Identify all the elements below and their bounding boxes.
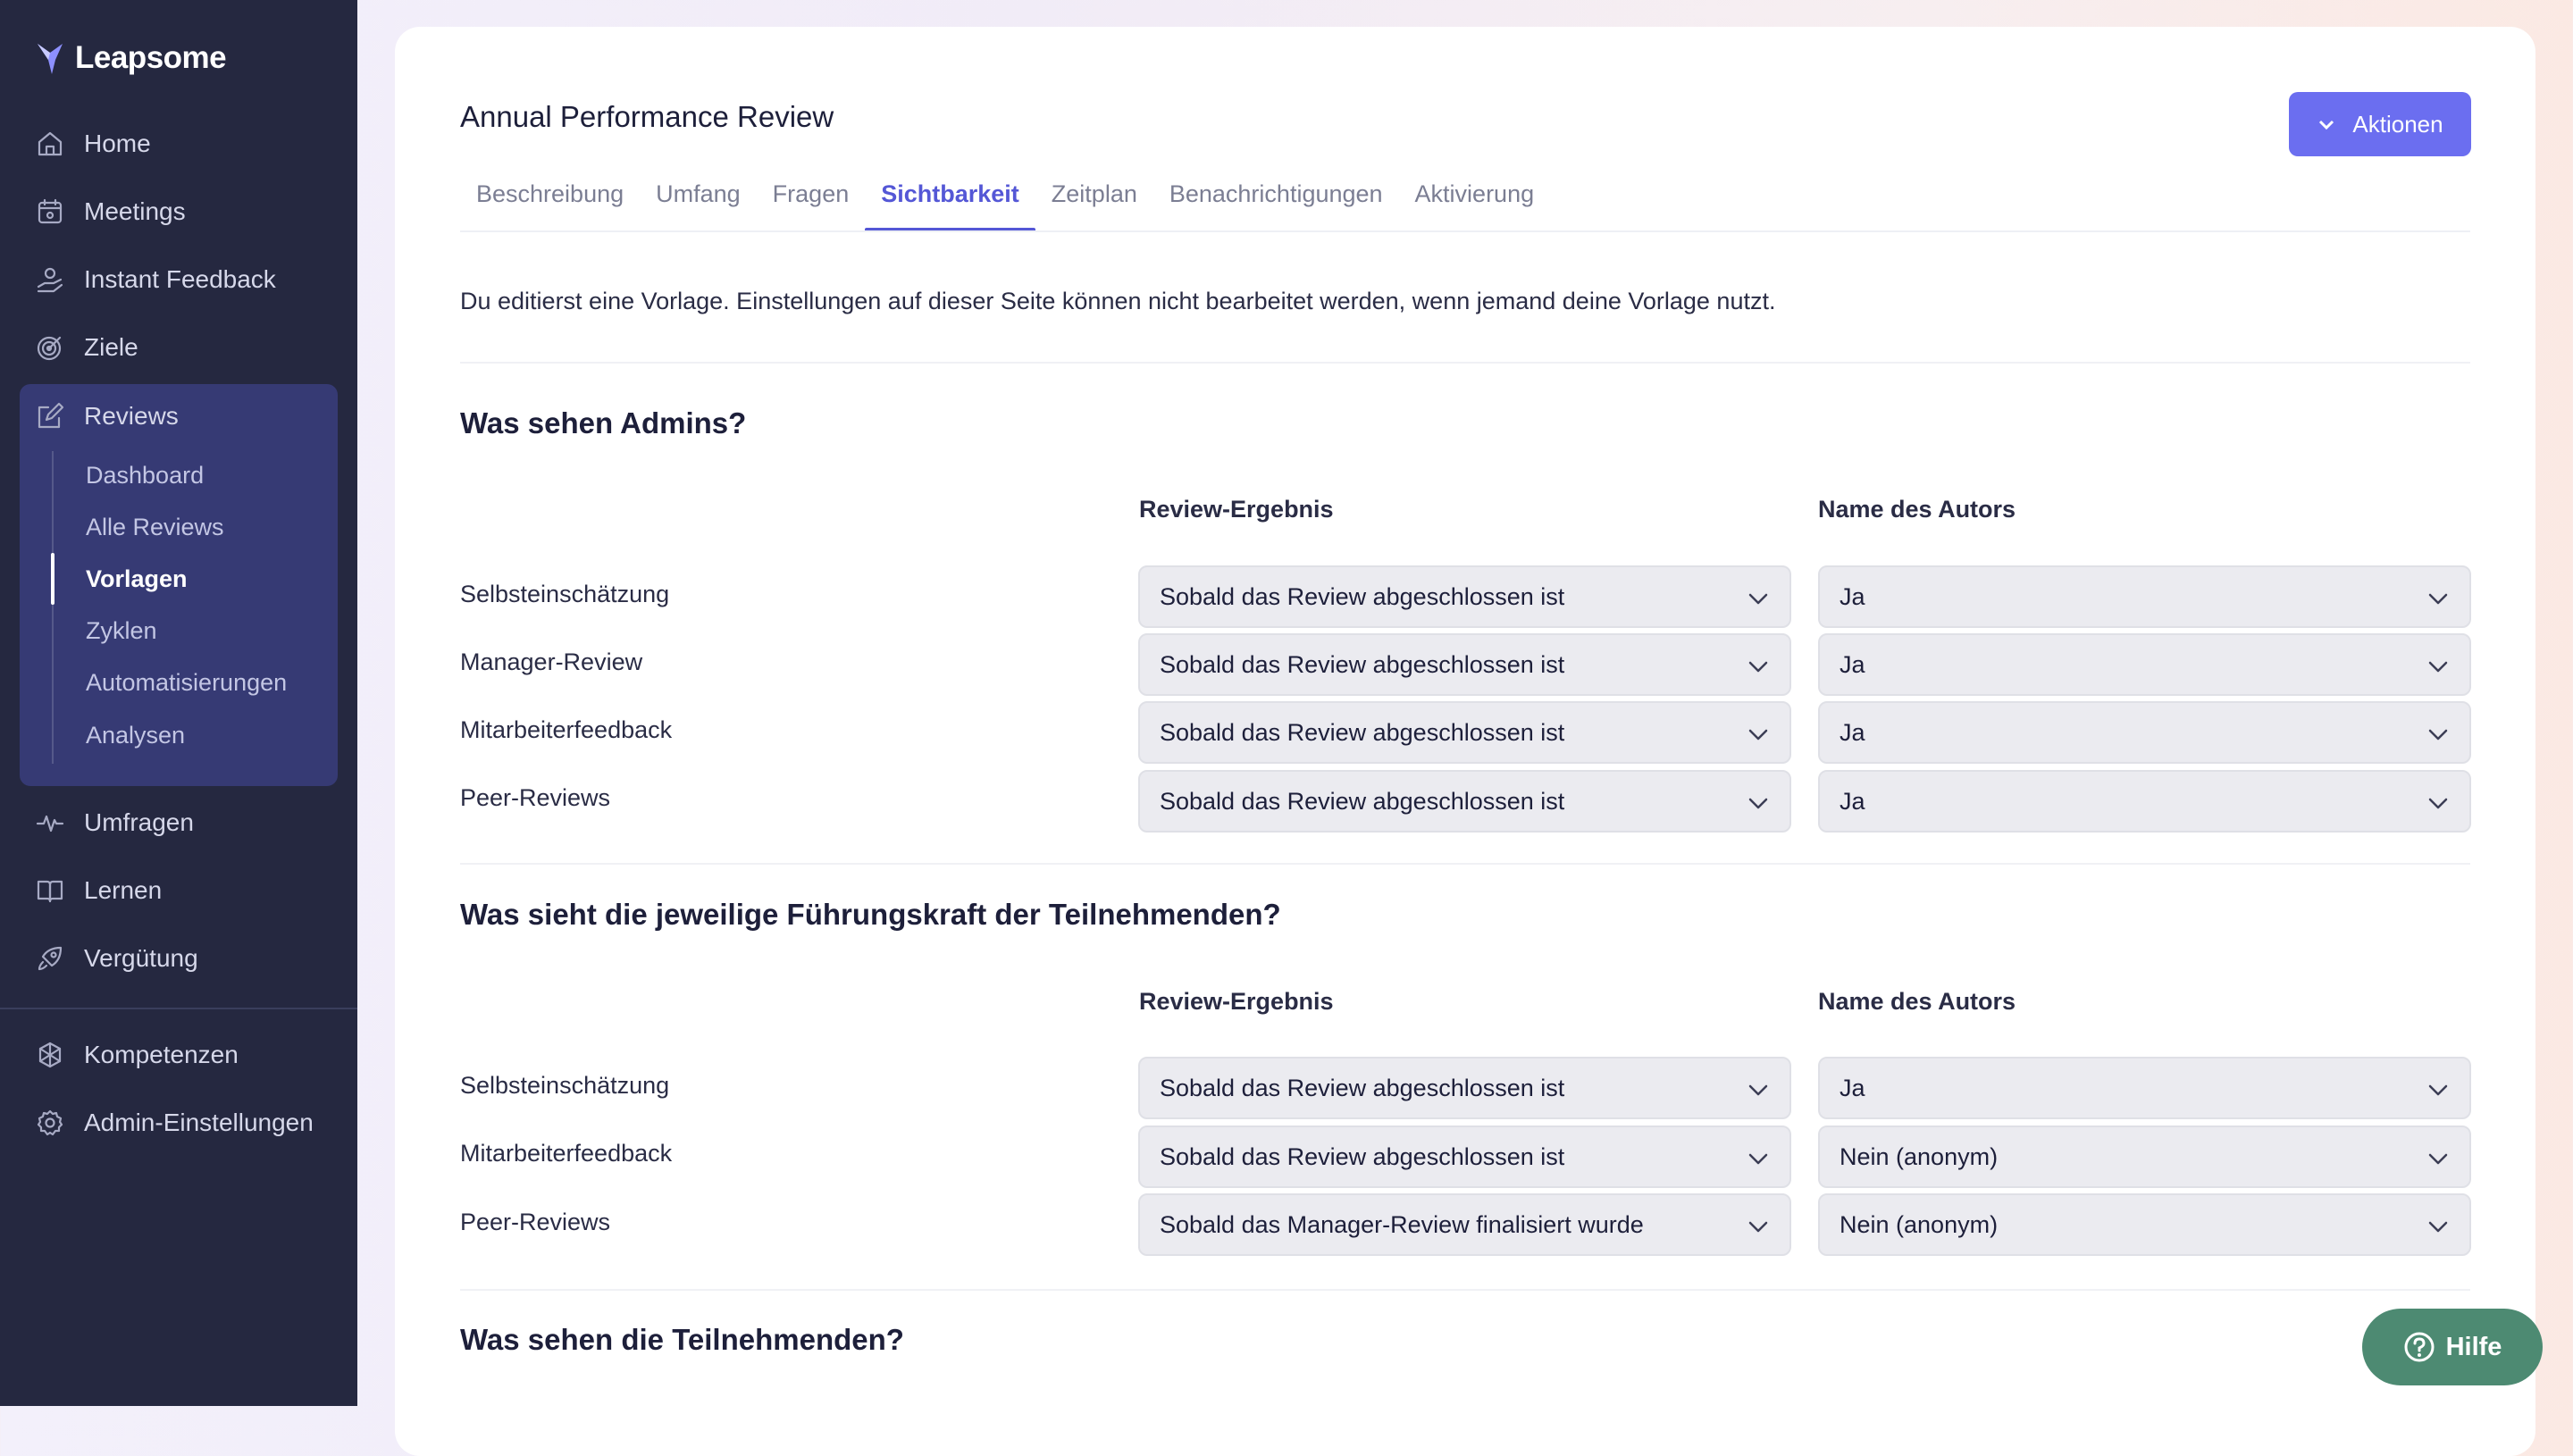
sidebar-item-umfragen[interactable] [36, 796, 194, 849]
author-select[interactable] [1818, 701, 2471, 764]
tab-beschreibung[interactable]: Beschreibung [476, 180, 624, 207]
sidebar-item-label: Vergütung [84, 944, 198, 972]
result-select[interactable] [1138, 701, 1791, 764]
rocket-icon [36, 944, 64, 973]
tab-zeitplan[interactable]: Zeitplan [1051, 180, 1137, 207]
sidebar-subitem-zyklen[interactable] [86, 608, 157, 653]
help-label: Hilfe [2445, 1332, 2502, 1361]
tab-umfang[interactable]: Umfang [656, 180, 741, 207]
edit-icon [36, 402, 64, 431]
gear-icon [36, 1109, 64, 1137]
chevron-down-icon [2426, 655, 2450, 678]
section-title-admins: Was sehen Admins? [460, 406, 747, 439]
sidebar-item-label: Umfragen [84, 808, 194, 836]
result-select[interactable] [1138, 565, 1791, 628]
chevron-down-icon [1747, 655, 1770, 678]
select-value: Sobald das Review abgeschlossen ist [1160, 582, 1565, 610]
row-label: Mitarbeiterfeedback [460, 1140, 673, 1167]
select-value: Nein (anonym) [1840, 1210, 1999, 1238]
actions-button[interactable] [2289, 92, 2471, 156]
sidebar-subitem-automatisierungen[interactable] [86, 660, 287, 705]
tab-bar [460, 170, 1550, 232]
chevron-down-icon [1747, 1215, 1770, 1238]
submenu-active-indicator [51, 553, 54, 605]
chevron-down-icon [1747, 791, 1770, 815]
select-value: Ja [1840, 718, 1865, 746]
brand-name: Leapsome [75, 40, 227, 75]
tab-fragen[interactable]: Fragen [772, 180, 850, 207]
target-icon [36, 333, 64, 362]
chevron-down-icon [1747, 1147, 1770, 1170]
chevron-down-icon [2426, 791, 2450, 815]
result-select[interactable] [1138, 1125, 1791, 1188]
sidebar-item-label: Home [84, 130, 151, 157]
select-value: Sobald das Review abgeschlossen ist [1160, 787, 1565, 815]
column-header-author: Name des Autors [1818, 988, 2016, 1015]
chevron-down-icon [2426, 587, 2450, 610]
select-value: Ja [1840, 650, 1865, 678]
author-select[interactable] [1818, 565, 2471, 628]
leapsome-logo-icon [36, 40, 66, 76]
tab-benachrichtigungen[interactable]: Benachrichtigungen [1169, 180, 1383, 207]
chevron-down-icon [2426, 1078, 2450, 1101]
page-title: Annual Performance Review [460, 100, 834, 133]
select-value: Sobald das Manager-Review finalisiert wurde [1160, 1210, 1644, 1238]
sidebar-subitem-analysen[interactable] [86, 713, 185, 757]
chevron-down-icon [2426, 1215, 2450, 1238]
sidebar-subitem-label: Alle Reviews [86, 513, 224, 540]
pulse-icon [36, 808, 64, 837]
author-select[interactable] [1818, 1193, 2471, 1256]
select-value: Sobald das Review abgeschlossen ist [1160, 1142, 1565, 1170]
sidebar-item-instant-feedback[interactable] [36, 253, 276, 306]
section-divider [460, 863, 2470, 865]
result-select[interactable] [1138, 1057, 1791, 1119]
select-value: Ja [1840, 787, 1865, 815]
competency-icon [36, 1041, 64, 1069]
book-icon [36, 876, 64, 905]
sidebar-subitem-label: Zyklen [86, 616, 157, 644]
sidebar-item-label: Instant Feedback [84, 265, 276, 293]
select-value: Sobald das Review abgeschlossen ist [1160, 718, 1565, 746]
sidebar-subitem-label: Vorlagen [86, 565, 188, 592]
tab-aktivierung[interactable]: Aktivierung [1414, 180, 1535, 207]
sidebar-item-lernen[interactable] [36, 864, 162, 917]
sidebar-subitem-alle-reviews[interactable] [86, 505, 224, 549]
sidebar [0, 0, 357, 1406]
chevron-down-icon [2317, 114, 2336, 134]
submenu-line [52, 451, 54, 764]
row-label: Mitarbeiterfeedback [460, 716, 673, 743]
tabs-divider [460, 230, 2470, 232]
author-select[interactable] [1818, 1057, 2471, 1119]
sidebar-item-admin-einstellungen[interactable] [36, 1096, 314, 1150]
column-header-result: Review-Ergebnis [1139, 988, 1334, 1015]
help-icon [2403, 1331, 2435, 1363]
section-title-participants: Was sehen die Teilnehmenden? [460, 1323, 904, 1356]
result-select[interactable] [1138, 770, 1791, 833]
sidebar-item-label: Kompetenzen [84, 1041, 239, 1068]
row-label: Peer-Reviews [460, 1209, 611, 1235]
author-select[interactable] [1818, 1125, 2471, 1188]
sidebar-item-label: Meetings [84, 197, 186, 225]
section-title-manager: Was sieht die jeweilige Führungskraft der Teilnehmenden? [460, 898, 1281, 931]
actions-button-label: Aktionen [2352, 110, 2443, 138]
sidebar-subitem-label: Dashboard [86, 461, 205, 489]
help-button[interactable] [2362, 1309, 2543, 1385]
sidebar-item-ziele[interactable] [36, 321, 138, 374]
column-header-result: Review-Ergebnis [1139, 496, 1334, 523]
sidebar-subitem-label: Automatisierungen [86, 668, 288, 696]
sidebar-item-verguetung[interactable] [36, 932, 198, 985]
sidebar-item-label: Reviews [84, 402, 179, 430]
home-icon [36, 130, 64, 158]
sidebar-item-label: Lernen [84, 876, 163, 904]
sidebar-item-label: Ziele [84, 333, 138, 361]
column-header-author: Name des Autors [1818, 496, 2016, 523]
author-select[interactable] [1818, 633, 2471, 696]
chevron-down-icon [2426, 1147, 2450, 1170]
section-divider [460, 362, 2470, 364]
sidebar-divider [0, 1008, 357, 1009]
chevron-down-icon [1747, 723, 1770, 746]
author-select[interactable] [1818, 770, 2471, 833]
select-value: Nein (anonym) [1840, 1142, 1999, 1170]
select-value: Ja [1840, 582, 1865, 610]
sidebar-item-home[interactable] [36, 117, 151, 171]
select-value: Sobald das Review abgeschlossen ist [1160, 650, 1565, 678]
row-label: Peer-Reviews [460, 784, 611, 811]
section-divider [460, 1289, 2470, 1291]
calendar-icon [36, 197, 64, 226]
result-select[interactable] [1138, 1193, 1791, 1256]
brand-logo[interactable] [36, 36, 226, 80]
sidebar-item-kompetenzen[interactable] [36, 1028, 239, 1082]
feedback-hand-icon [36, 265, 64, 294]
sidebar-item-reviews[interactable] [36, 389, 179, 443]
select-value: Sobald das Review abgeschlossen ist [1160, 1074, 1565, 1101]
chevron-down-icon [1747, 587, 1770, 610]
chevron-down-icon [1747, 1078, 1770, 1101]
row-label: Selbsteinschätzung [460, 581, 670, 607]
tab-sichtbarkeit[interactable]: Sichtbarkeit [865, 170, 1035, 232]
result-select[interactable] [1138, 633, 1791, 696]
sidebar-item-label: Admin-Einstellungen [84, 1109, 314, 1136]
sidebar-subitem-label: Analysen [86, 721, 186, 749]
chevron-down-icon [2426, 723, 2450, 746]
sidebar-subitem-dashboard[interactable] [86, 453, 204, 498]
template-notice: Du editierst eine Vorlage. Einstellungen auf dieser Seite können nicht bearbeitet werden, wenn jemand deine Vorlage nutzt. [460, 288, 1776, 314]
sidebar-item-meetings[interactable] [36, 185, 186, 238]
row-label: Selbsteinschätzung [460, 1072, 670, 1099]
select-value: Ja [1840, 1074, 1865, 1101]
sidebar-subitem-vorlagen[interactable] [86, 556, 188, 601]
row-label: Manager-Review [460, 649, 643, 675]
